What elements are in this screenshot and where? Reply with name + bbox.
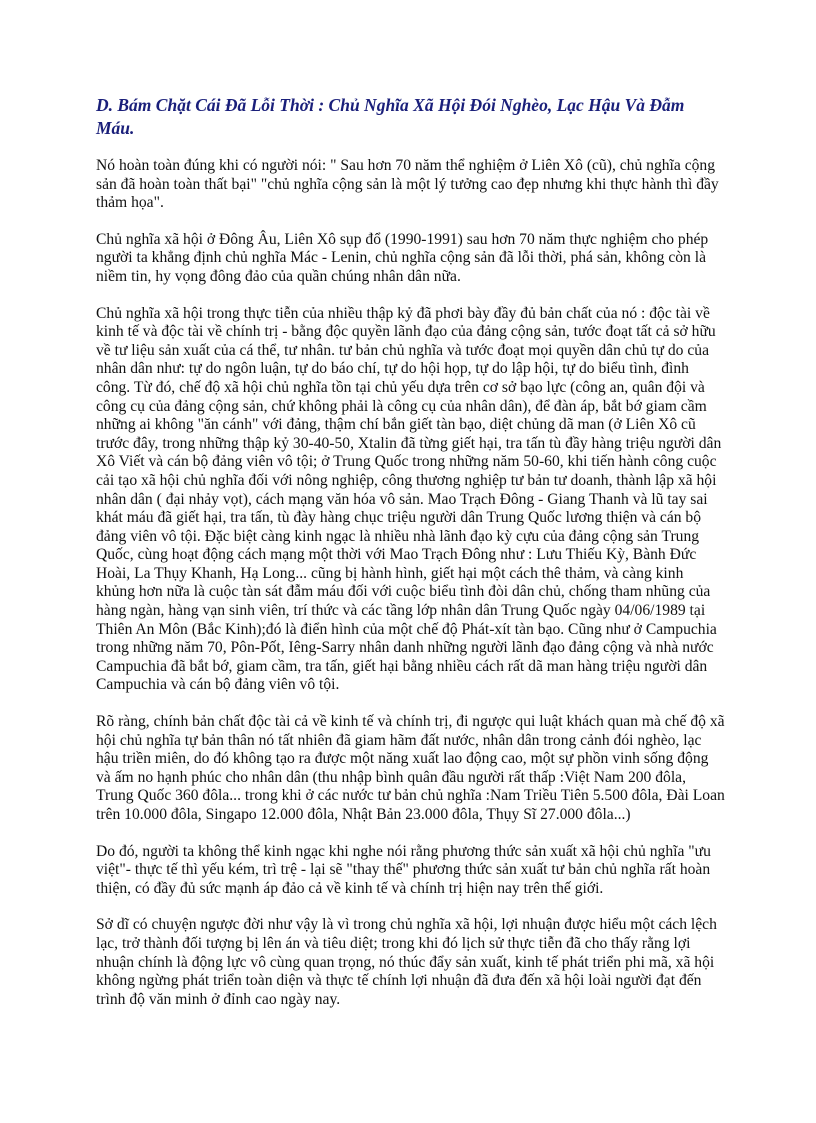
paragraph-3: Chủ nghĩa xã hội trong thực tiễn của nhiều thập kỷ đã phơi bày đầy đủ bản chất của nó : độc tài về kinh tế và độc tài về chính trị - bằng độc quyền lãnh đạo của đảng cộng sản, tước đoạt tất cả sở hữu về tư liệu sản xuất của cá thể, tư nhân. tư bản chủ nghĩa và tước đoạt mọi quyền dân chủ tự do của nhân dân như: tự do ngôn luận, tự do báo chí, tự do hội họp, tự do lập hội, tự do biểu tình, đình công. Từ đó, chế độ xã hội chủ nghĩa tồn tại chủ yếu dựa trên cơ sở bạo lực (công an, quân đội và công cụ của đảng cộng sản, chứ không phải là công cụ của nhân dân), để đàn áp, bắt bớ giam cầm những ai không "ăn cánh" với đảng, thậm chí bắn giết tàn bạo, diệt chủng dã man (ở Liên Xô cũ trước đây, trong những thập kỷ 30-40-50, Xtalin đã từng giết hại, tra tấn tù đầy hàng triệu người dân Xô Viết và cán bộ đảng viên vô tội; ở Trung Quốc trong những năm 50-60, khi tiến hành công cuộc cải tạo xã hội chủ nghĩa đối với nông nghiệp, công thương nghiệp tư bản tư doanh, thành lập xã hội nhân dân ( đại nhảy vọt), cách mạng văn hóa vô sản. Mao Trạch Đông - Giang Thanh và lũ tay sai khát máu đã giết hại, tra tấn, tù đày hàng chục triệu người dân Trung Quốc lương thiện và cán bộ đảng viên vô tội. Đặc biệt càng kinh ngạc là nhiều nhà lãnh đạo kỳ cựu của đảng cộng sản Trung Quốc, cùng hoạt động cách mạng một thời với Mao Trạch Đông như : Lưu Thiếu Kỳ, Bành Đức Hoài, La Thụy Khanh, Hạ Long... cũng bị hành hình, giết hại một cách thê thảm, và càng kinh khủng hơn nữa là cuộc tàn sát đẫm máu đối với cuộc biểu tình đòi dân chủ, chống tham nhũng của hàng ngàn, hàng vạn sinh viên, trí thức và các tầng lớp nhân dân Trung Quốc ngày 04/06/1989 tại Thiên An Môn (Bắc Kinh);đó là điển hình của một chế độ Phát-xít tàn bạo. Cũng như ở Campuchia trong những năm 70, Pôn-Pốt, Iêng-Sarry nhân danh những người lãnh đạo đảng cộng và nhà nước Campuchia đã bắt bớ, giam cầm, tra tấn, giết hại bằng nhiều cách rất dã man hàng triệu người dân Campuchia và cán bộ đảng viên vô tội. <box>96 304 722 694</box>
document-page <box>96 94 726 1027</box>
paragraph-5: Do đó, người ta không thể kinh ngạc khi nghe nói rằng phương thức sản xuất xã hội chủ nghĩa "ưu việt"- thực tế thì yếu kém, trì trệ - lại sẽ "thay thế" phương thức sản xuất tư bản chủ nghĩa rất hoàn thiện, có đầy đủ sức mạnh áp đảo cả về kinh tế và chính trị hiện nay trên thế giới. <box>96 842 711 897</box>
paragraph-6: Sở dĩ có chuyện ngược đời như vậy là vì trong chủ nghĩa xã hội, lợi nhuận được hiểu một cách lệch lạc, trở thành đối tượng bị lên án và tiêu diệt; trong khi đó lịch sử thực tiễn đã cho thấy rằng lợi nhuận chính là động lực vô cùng quan trọng, nó thúc đẩy sản xuất, kinh tế phát triển phi mã, xã hội không ngừng phát triển toàn diện và thực tế chính lợi nhuận đã đưa đến xã hội loài người đạt đến trình độ văn minh ở đỉnh cao ngày nay. <box>96 916 717 1008</box>
paragraph-4: Rõ ràng, chính bản chất độc tài cả về kinh tế và chính trị, đi ngược qui luật khách quan mà chế độ xã hội chủ nghĩa tự bản thân nó tất nhiên đã giam hãm đất nước, nhân dân trong cảnh đói nghèo, lạc hậu triền miên, do đó không tạo ra được một năng xuất lao động cao, một sự phồn vinh sống động và ấm no hạnh phúc cho nhân dân (thu nhập bình quân đầu người rất thấp :Việt Nam 200 đôla, Trung Quốc 360 đôla... trong khi ở các nước tư bản chủ nghĩa :Nam Triều Tiên 5.500 đôla, Đài Loan trên 10.000 đôla, Singapo 12.000 đôla, Nhật Bản 23.000 đôla, Thụy Sĩ 27.000 đôla...) <box>96 713 725 823</box>
section-heading: D. Bám Chặt Cái Đã Lỗi Thời : Chủ Nghĩa Xã Hội Đói Nghèo, Lạc Hậu Và Đẫm Máu. <box>96 95 685 138</box>
paragraph-1: Nó hoàn toàn đúng khi có người nói: " Sau hơn 70 năm thể nghiệm ở Liên Xô (cũ), chủ nghĩa cộng sản đã hoàn toàn thất bại" "chủ nghĩa cộng sản là một lý tưởng cao đẹp nhưng khi thực hành thì đầy thảm họa". <box>96 157 719 212</box>
paragraph-2: Chủ nghĩa xã hội ở Đông Âu, Liên Xô sụp đổ (1990-1991) sau hơn 70 năm thực nghiệm cho phép người ta khẳng định chủ nghĩa Mác - Lenin, chủ nghĩa cộng sản đã lỗi thời, phá sản, không còn là niềm tin, hy vọng đông đảo của quần chúng nhân dân nữa. <box>96 230 709 285</box>
